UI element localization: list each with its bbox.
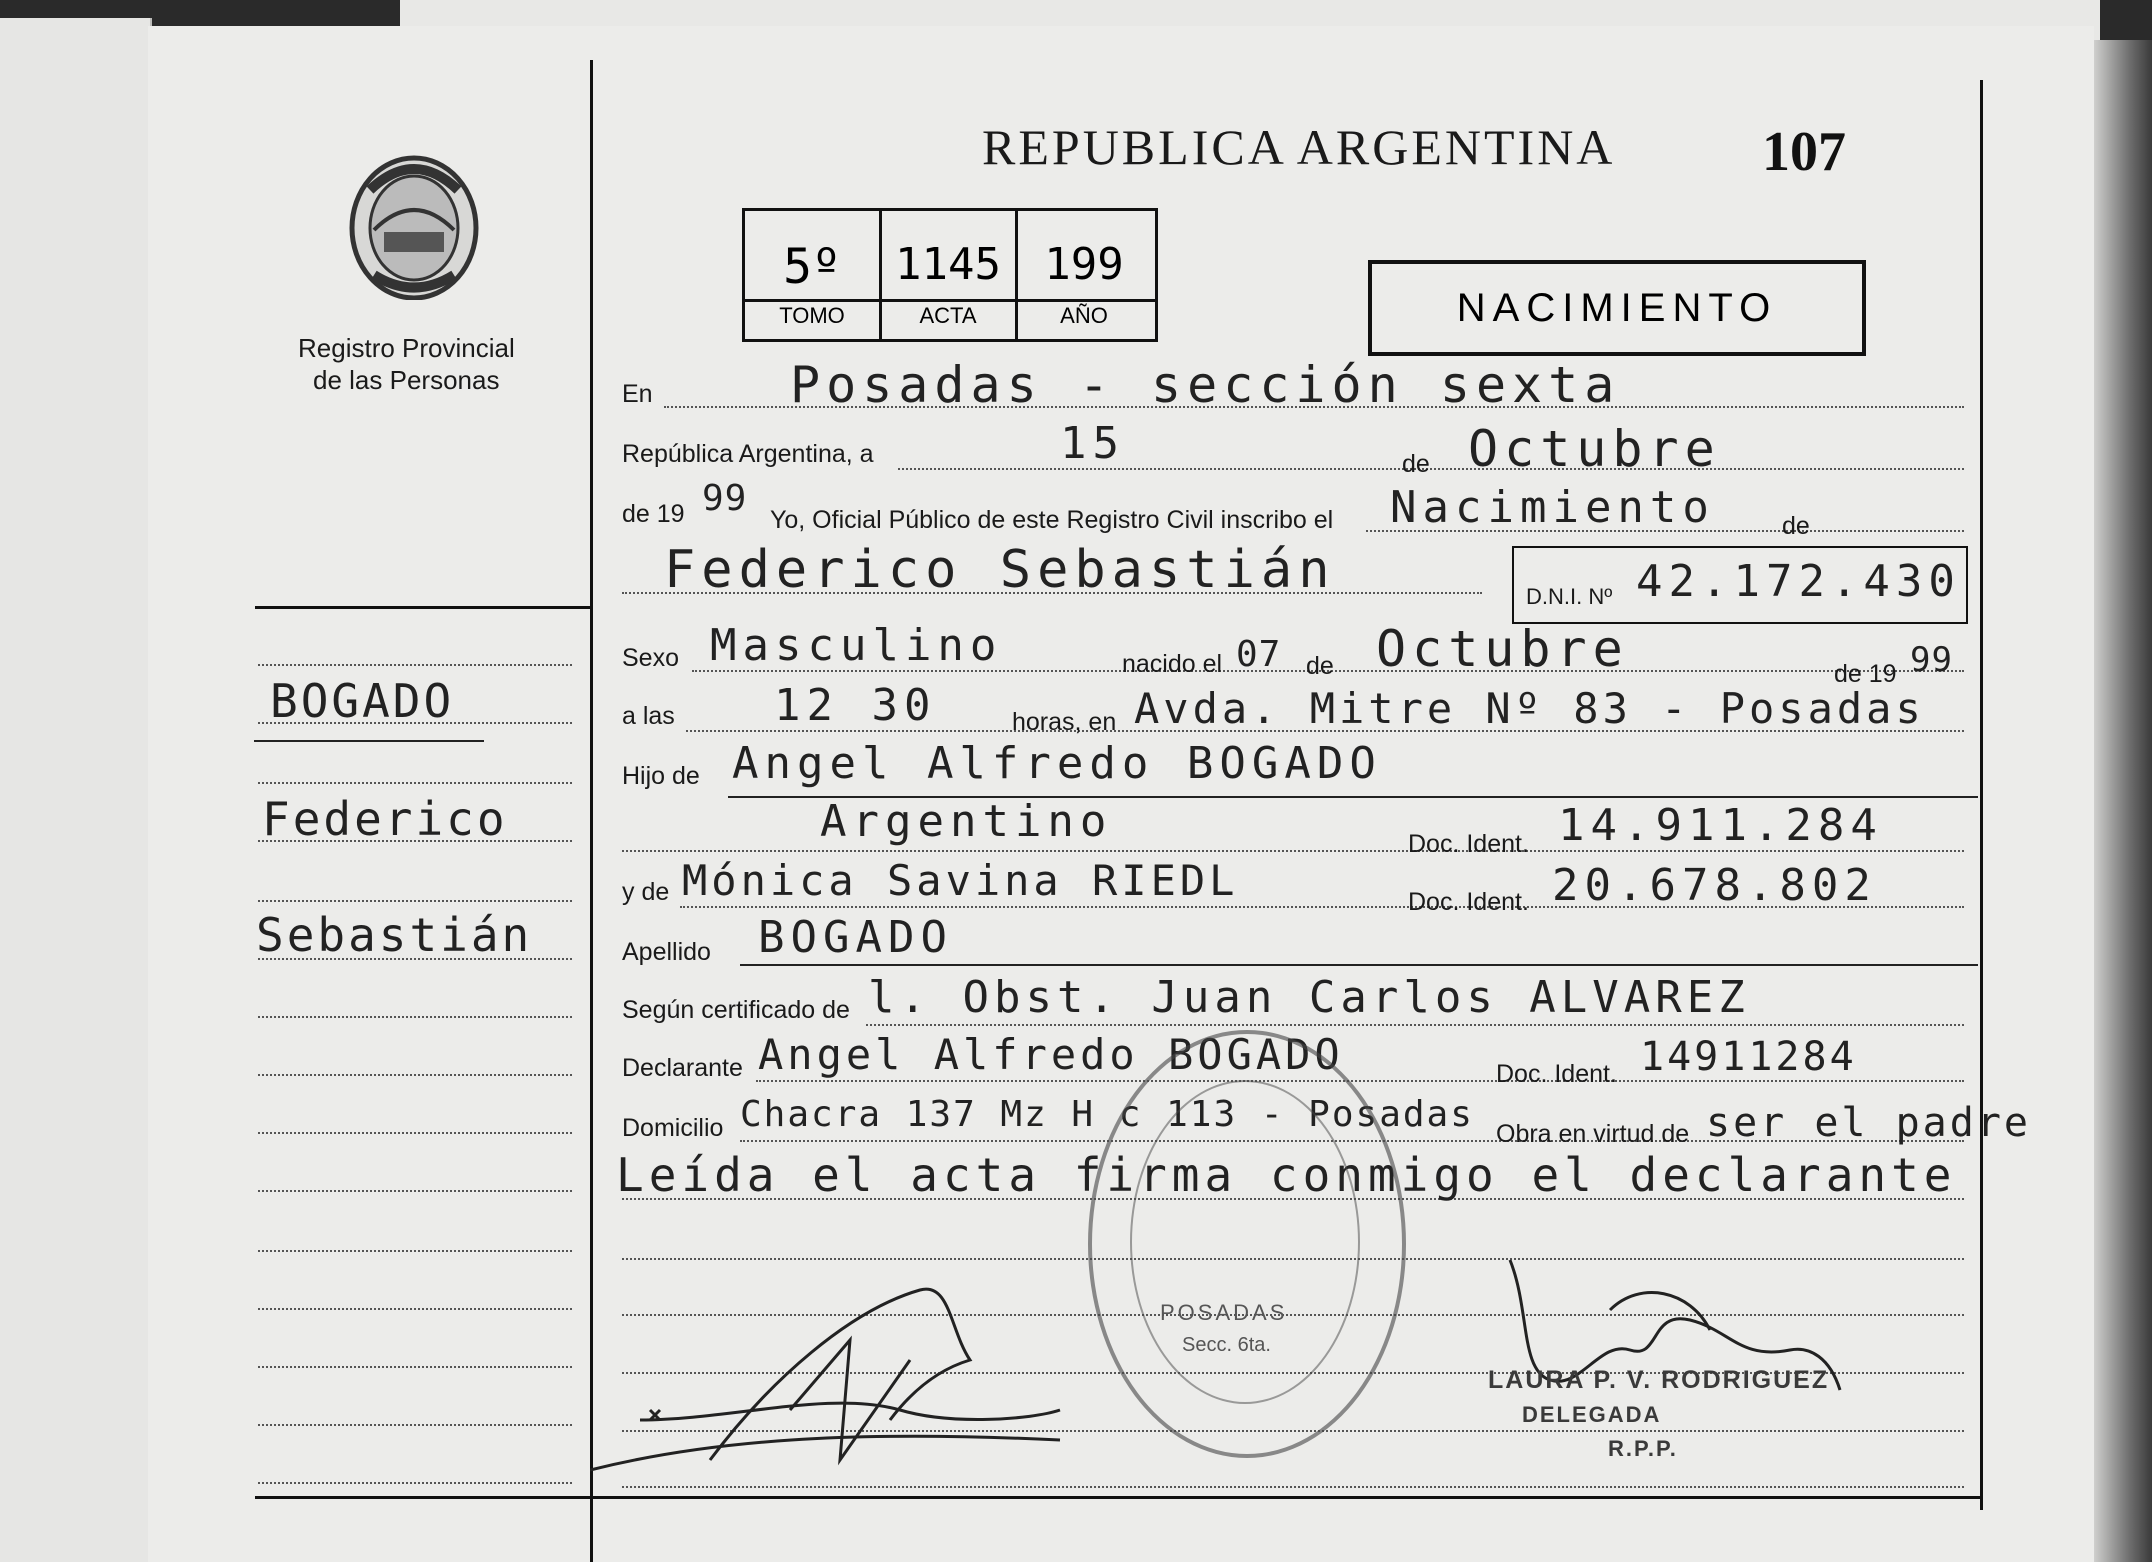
father-doc: 14.911.284 bbox=[1558, 800, 1883, 851]
segun-dotline bbox=[866, 1024, 1964, 1026]
margin-dotline bbox=[258, 1016, 572, 1018]
margin-surname-underline bbox=[254, 740, 484, 742]
margin-dotline bbox=[258, 1190, 572, 1192]
official-name-stamp: LAURA P. V. RODRIGUEZ bbox=[1488, 1366, 1830, 1394]
margin-second-name: Sebastián bbox=[256, 908, 533, 962]
record-type-label: NACIMIENTO bbox=[1456, 285, 1778, 330]
domicilio-label: Domicilio bbox=[622, 1114, 724, 1142]
anio-value: 199 bbox=[1044, 239, 1124, 290]
nacido-label: nacido el bbox=[1122, 650, 1223, 678]
margin-dotline bbox=[258, 1308, 572, 1310]
registry-name-line1: Registro Provincial bbox=[298, 333, 515, 363]
father-nationality: Argentino bbox=[820, 796, 1113, 847]
birth-month: Octubre bbox=[1376, 620, 1629, 678]
tomo-label: TOMO bbox=[779, 303, 845, 328]
seal-city: POSADAS bbox=[1160, 1300, 1288, 1325]
certificado-value: l. Obst. Juan Carlos ALVAREZ bbox=[868, 972, 1750, 1023]
father-name: Angel Alfredo BOGADO bbox=[732, 738, 1382, 789]
birth-place: Avda. Mitre Nº 83 - Posadas bbox=[1134, 684, 1925, 733]
country-title: REPUBLICA ARGENTINA bbox=[982, 119, 1616, 175]
declarante-dotline bbox=[756, 1080, 1964, 1082]
closing-text: Leída el acta firma conmigo el declarante bbox=[616, 1148, 1957, 1202]
official-title-stamp: DELEGADA bbox=[1522, 1402, 1662, 1427]
margin-dotline bbox=[258, 1424, 572, 1426]
apellido-label: Apellido bbox=[622, 938, 711, 966]
mother-doc: 20.678.802 bbox=[1552, 860, 1877, 911]
margin-dotline bbox=[258, 1366, 572, 1368]
provincial-seal-logo bbox=[344, 150, 484, 300]
declarante-value: Angel Alfredo BOGADO bbox=[758, 1030, 1344, 1079]
alas-label: a las bbox=[622, 702, 675, 730]
inscription-type: Nacimiento bbox=[1390, 482, 1715, 533]
margin-dotline bbox=[258, 1132, 572, 1134]
yo-label: Yo, Oficial Público de este Registro Civil inscribo el bbox=[770, 506, 1334, 534]
divider-horizontal-top bbox=[255, 606, 590, 609]
father-doc-label: Doc. Ident. bbox=[1408, 830, 1529, 858]
segun-label: Según certificado de bbox=[622, 996, 850, 1024]
birth-year-prefix: de 19 bbox=[1834, 660, 1897, 688]
margin-dotline bbox=[258, 664, 572, 666]
birth-day: 07 bbox=[1236, 634, 1282, 675]
en-label: En bbox=[622, 380, 653, 408]
horas-label: horas, en bbox=[1012, 708, 1117, 736]
margin-first-name: Federico bbox=[262, 792, 508, 846]
page-number: 107 bbox=[1762, 121, 1846, 183]
official-org-stamp: R.P.P. bbox=[1608, 1436, 1678, 1461]
obra-value: ser el padre bbox=[1706, 1100, 2031, 1146]
child-name: Federico Sebastián bbox=[664, 540, 1336, 600]
yde-label: y de bbox=[622, 878, 670, 906]
record-type-box bbox=[1368, 260, 1866, 356]
birth-year-suffix: 99 bbox=[1910, 640, 1953, 680]
mother-name: Mónica Savina RIEDL bbox=[682, 856, 1239, 905]
tomo-value: 5º bbox=[783, 239, 841, 295]
divider-vertical-right bbox=[1980, 80, 1983, 1510]
acta-label: ACTA bbox=[919, 303, 977, 328]
margin-dotline bbox=[258, 900, 572, 902]
declarant-signature bbox=[590, 1270, 1070, 1490]
domicilio-value: Chacra 137 Mz H c 113 - Posadas bbox=[740, 1094, 1474, 1135]
binding-shadow bbox=[2094, 40, 2152, 1562]
sexo-value: Masculino bbox=[710, 620, 1003, 671]
year-suffix: 99 bbox=[702, 478, 748, 519]
dni-value: 42.172.430 bbox=[1636, 556, 1961, 607]
en-value: Posadas - sección sexta bbox=[790, 356, 1621, 414]
de-label-3: de bbox=[1306, 652, 1334, 680]
anio-label: AÑO bbox=[1060, 303, 1108, 328]
republica-label: República Argentina, a bbox=[622, 440, 874, 468]
de-label-2: de bbox=[1782, 512, 1810, 540]
book-box-divider bbox=[745, 299, 1155, 302]
birth-time: 12 30 bbox=[774, 680, 937, 731]
hijo-label: Hijo de bbox=[622, 762, 700, 790]
registry-name-line2: de las Personas bbox=[313, 365, 500, 395]
book-reference-box bbox=[742, 208, 1158, 342]
apellido-value: BOGADO bbox=[758, 912, 953, 963]
declarante-label: Declarante bbox=[622, 1054, 743, 1082]
divider-horizontal-bottom bbox=[255, 1496, 1983, 1499]
margin-dotline bbox=[258, 1074, 572, 1076]
sexo-label: Sexo bbox=[622, 644, 679, 672]
margin-dotline bbox=[258, 1482, 572, 1484]
seal-section: Secc. 6ta. bbox=[1182, 1334, 1271, 1356]
de-label: de bbox=[1402, 450, 1430, 478]
margin-dotline bbox=[258, 1250, 572, 1252]
acta-value: 1145 bbox=[895, 239, 1001, 290]
year-prefix: de 19 bbox=[622, 500, 685, 528]
obra-label: Obra en virtud de bbox=[1496, 1120, 1690, 1148]
mother-doc-label: Doc. Ident. bbox=[1408, 888, 1529, 916]
month-value: Octubre bbox=[1468, 420, 1721, 478]
margin-surname: BOGADO bbox=[270, 674, 455, 728]
declarante-doc-label: Doc. Ident. bbox=[1496, 1060, 1617, 1088]
declarante-doc: 14911284 bbox=[1640, 1034, 1857, 1080]
margin-dotline bbox=[258, 782, 572, 784]
dni-label: D.N.I. Nº bbox=[1526, 584, 1613, 609]
republica-dotline bbox=[898, 468, 1964, 470]
day-value: 15 bbox=[1060, 418, 1125, 469]
left-page bbox=[0, 18, 152, 1562]
apellido-rule bbox=[740, 964, 1978, 966]
